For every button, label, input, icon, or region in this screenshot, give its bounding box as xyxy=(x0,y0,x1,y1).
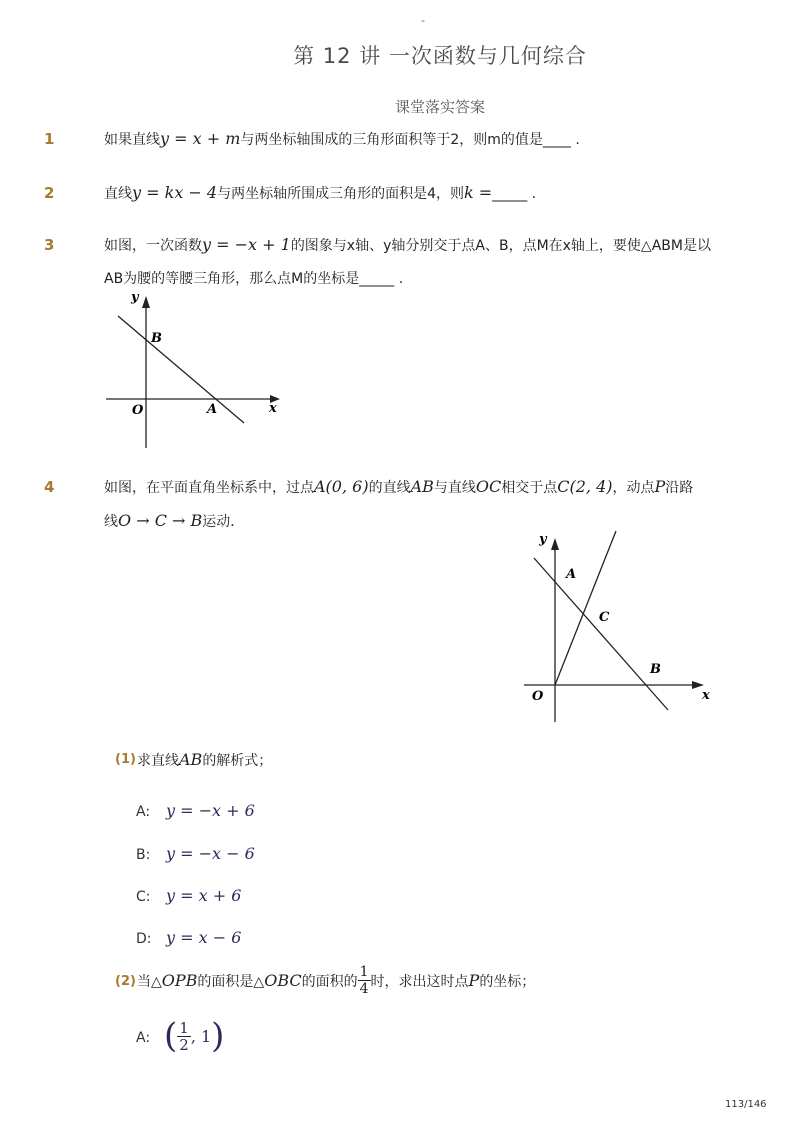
label-o: O xyxy=(532,689,544,704)
label-x: x xyxy=(702,688,710,703)
label-c: C xyxy=(599,610,610,625)
label-x: x xyxy=(269,401,277,416)
question-3-number: 3 xyxy=(44,236,55,254)
question-2-text: 直线y = kx − 4与两坐标轴所围成三角形的面积是4，则k =_____ . xyxy=(104,183,537,202)
subquestion-2-number: (2) xyxy=(115,974,136,989)
question-2-number: 2 xyxy=(44,184,55,202)
label-y: y xyxy=(131,290,139,305)
option-c-label[interactable]: C: xyxy=(136,889,151,905)
page-number: 113/146 xyxy=(725,1099,767,1110)
option-d-label[interactable]: D: xyxy=(136,931,152,947)
line-oc xyxy=(555,531,616,685)
y-axis-arrow xyxy=(551,538,559,550)
question-1-text: 如果直线y = x + m与两坐标轴围成的三角形面积等于2，则m的值是____ . xyxy=(104,129,580,148)
label-o: O xyxy=(132,403,144,418)
subquestion-2-option-a-label[interactable]: A: xyxy=(136,1030,151,1046)
page-subtitle: 课堂落实答案 xyxy=(394,98,485,116)
subquestion-1-number: (1) xyxy=(115,752,136,767)
label-a: A xyxy=(207,402,218,417)
line-ab xyxy=(534,558,668,710)
option-b-label[interactable]: B: xyxy=(136,847,151,863)
option-c-value: y = x + 6 xyxy=(166,886,242,905)
subquestion-2-text: 当△ OPB 的面积是△ OBC 的面积的 $\frac{1}{4}$ 时，求出这时点 P 的坐标； xyxy=(137,964,536,997)
option-a-value: y = −x + 6 xyxy=(166,801,255,820)
label-a: A xyxy=(566,567,577,582)
header-dash: - xyxy=(421,14,425,27)
subquestion-1-text: 求直线AB的解析式； xyxy=(137,750,273,769)
question-4-text: 如图，在平面直角坐标系中，过点A(0, 6)的直线AB与直线OC相交于点C(2, 4)，动点P沿路 xyxy=(104,477,694,496)
question-3-figure xyxy=(100,288,290,454)
question-4-text-line2: 线O → C → B运动． xyxy=(104,511,245,530)
label-b: B xyxy=(151,331,162,346)
question-4-figure xyxy=(520,528,720,726)
label-y: y xyxy=(539,532,547,547)
label-b: B xyxy=(650,662,661,677)
subquestion-2-option-a-value: ( $\frac{1}{2}$ , 1 ) xyxy=(164,1016,225,1056)
question-1-number: 1 xyxy=(44,130,55,148)
fraction-one-quarter: $\frac{1}{4}$ xyxy=(359,964,369,997)
option-a-label[interactable]: A: xyxy=(136,804,151,820)
y-axis-arrow xyxy=(142,296,150,308)
option-b-value: y = −x − 6 xyxy=(166,844,255,863)
question-4-number: 4 xyxy=(44,478,55,496)
question-3-text-line2: AB为腰的等腰三角形，那么点M的坐标是_____ . xyxy=(104,271,404,287)
page-title: 第 12 讲 一次函数与几何综合 xyxy=(293,44,587,68)
option-d-value: y = x − 6 xyxy=(166,928,242,947)
question-3-text: 如图，一次函数y = −x + 1的图象与x轴、y轴分别交于点A、B，点M在x轴上，要使△ABM是以 xyxy=(104,235,711,254)
